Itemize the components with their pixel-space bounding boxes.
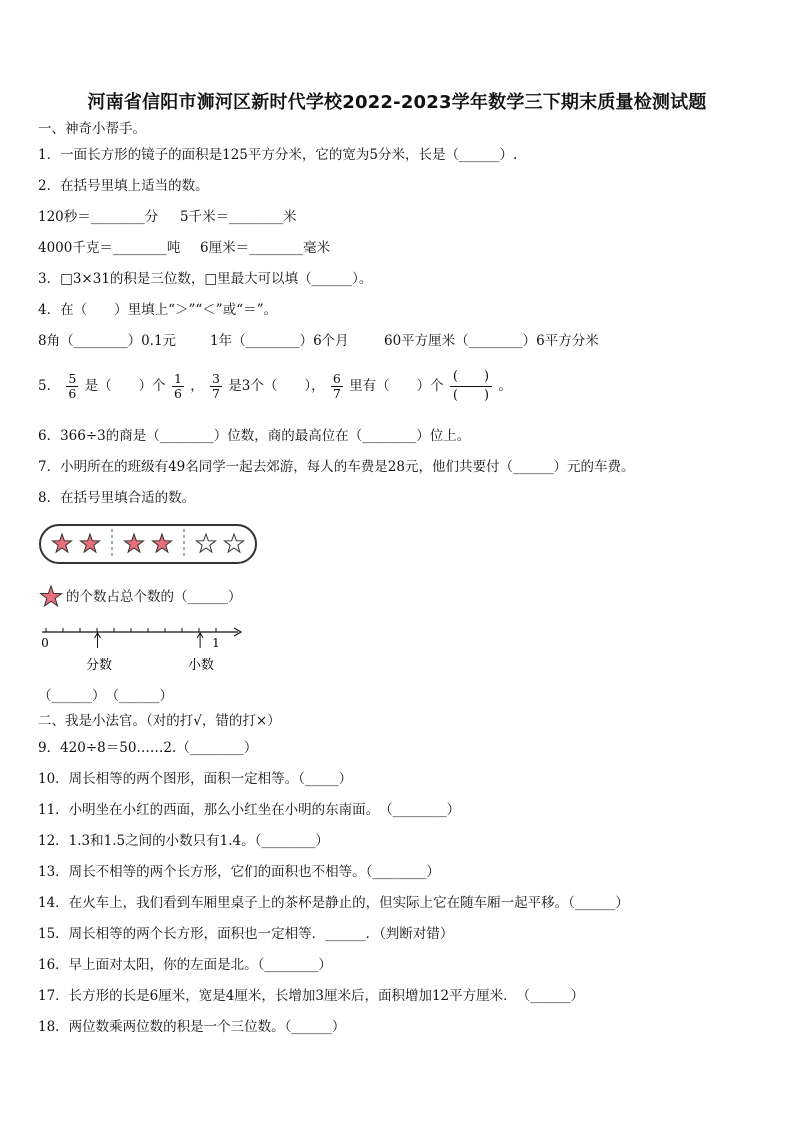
number-line-one: 1 (212, 636, 220, 650)
frac-denominator: 7 (211, 386, 220, 401)
question-4: 4．在（ ）里填上“＞”“＜”或“＝”。 (38, 302, 277, 318)
frac-numerator: 6 (332, 371, 341, 386)
stars-box-outline (40, 525, 256, 563)
fraction-3-7 (210, 372, 222, 401)
question-7: 7．小明所在的班级有49名同学一起去郊游，每人的车费是28元，他们共要付（______）元的车费。 (38, 459, 635, 475)
stars-box (38, 523, 258, 565)
question-5-text-4: 里有（ ）个 (349, 378, 444, 394)
question-5-text-1: 是（ ）个 (84, 378, 166, 394)
question-4b: 1年（________）6个月 (210, 333, 349, 349)
question-9: 9．420÷8＝50……2.（________） (38, 740, 258, 756)
frac-denominator: 6 (68, 386, 77, 401)
question-8-blanks: （______） （______） (38, 688, 173, 704)
frac-denominator: 6 (173, 386, 182, 401)
number-line (38, 620, 258, 680)
question-6: 6．366÷3的商是（________）位数，商的最高位在（________）位上。 (38, 428, 471, 444)
question-5-text-3: 是3个（ ）， (228, 378, 325, 394)
star-filled (52, 534, 71, 552)
question-2d: 6厘米＝________毫米 (200, 240, 331, 256)
star-icon (38, 584, 64, 610)
frac-numerator: 1 (173, 371, 182, 386)
question-8: 8．在括号里填合适的数。 (38, 490, 196, 506)
fraction-1-6 (172, 372, 184, 401)
star-filled (124, 534, 143, 552)
number-line-zero: 0 (41, 636, 49, 650)
frac-denominator: ( ) (452, 388, 490, 403)
section-heading-1: 一、神奇小帮手。 (38, 121, 146, 137)
question-1: 1．一面长方形的镜子的面积是125平方分米，它的宽为5分米，长是（______）. (38, 147, 518, 163)
question-2b: 5千米＝________米 (180, 209, 297, 225)
fraction-5-6 (66, 372, 78, 401)
fraction-blank (450, 368, 492, 405)
question-3: 3．□3×31的积是三位数，□里最大可以填（______）。 (38, 271, 373, 287)
question-5-text-5: 。 (498, 378, 512, 394)
question-14: 14．在火车上，我们看到车厢里桌子上的茶杯是静止的，但实际上它在随车厢一起平移。（______） (38, 895, 629, 911)
question-2a: 120秒＝________分 (38, 209, 159, 225)
question-10: 10．周长相等的两个图形，面积一定相等。（_____） (38, 771, 353, 787)
question-11: 11．小明坐在小红的西面，那么小红坐在小明的东南面。 （________） (38, 802, 461, 818)
star-filled (80, 534, 99, 552)
question-16: 16．早上面对太阳，你的左面是北。（________） (38, 957, 332, 973)
question-13: 13．周长不相等的两个长方形，它们的面积也不相等。（________） (38, 864, 440, 880)
question-18: 18．两位数乘两位数的积是一个三位数。（______） (38, 1019, 346, 1035)
question-5-number: 5． (38, 378, 61, 394)
question-2c: 4000千克＝________吨 (38, 240, 181, 256)
label-decimal: 小数 (187, 658, 215, 673)
frac-numerator: ( ) (450, 368, 492, 387)
star-empty (196, 534, 215, 552)
question-12: 12．1.3和1.5之间的小数只有1.4。（________） (38, 833, 329, 849)
star-empty (224, 534, 243, 552)
question-4c: 60平方厘米（________）6平方分米 (384, 333, 599, 349)
question-5 (38, 367, 512, 405)
fraction-6-7 (331, 372, 343, 401)
frac-numerator: 3 (211, 371, 220, 386)
frac-numerator: 5 (68, 371, 77, 386)
label-fraction: 分数 (85, 658, 113, 673)
question-15: 15．周长相等的两个长方形，面积也一定相等．______．（判断对错） (38, 926, 454, 942)
question-8-star-text: 的个数占总个数的（______） (66, 589, 242, 605)
frac-denominator: 7 (332, 386, 341, 401)
question-4a: 8角（________）0.1元 (38, 333, 177, 349)
question-2: 2．在括号里填上适当的数。 (38, 178, 209, 194)
page-title: 河南省信阳市浉河区新时代学校2022-2023学年数学三下期末质量检测试题 (87, 92, 707, 113)
star-filled (152, 534, 171, 552)
question-17: 17．长方形的长是6厘米，宽是4厘米，长增加3厘米后，面积增加12平方厘米． （______） (38, 988, 585, 1004)
section-heading-2: 二、我是小法官。（对的打√，错的打×） (38, 713, 281, 729)
question-5-text-2: ， (190, 378, 204, 394)
